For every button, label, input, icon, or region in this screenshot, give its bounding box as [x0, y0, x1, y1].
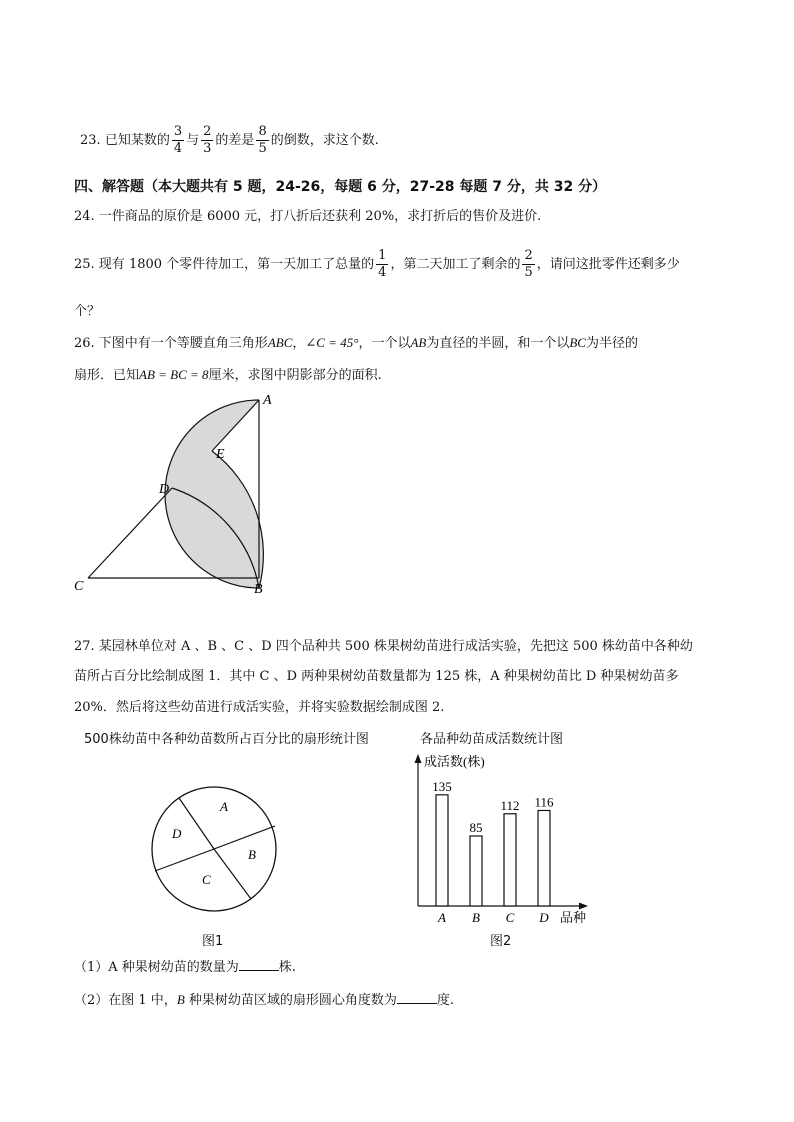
bar-c	[504, 814, 516, 906]
x-tick-c: C	[505, 910, 515, 925]
question-27-sub1: （1）A 种果树幼苗的数量为 株.	[74, 960, 296, 975]
q23-text-4: 的倒数，求这个数.	[270, 133, 379, 148]
q23-number: 23.	[80, 133, 101, 148]
pie-label-d: D	[172, 826, 182, 841]
answer-blank-2[interactable]	[397, 991, 437, 1004]
question-26: 26. 下图中有一个等腰直角三角形ABC，∠C = 45°，一个以AB为直径的半圆，和一个以BC为半径的	[74, 335, 638, 351]
fraction-2-5: $\frac{2}{5}$	[524, 248, 533, 280]
label-d: D	[159, 482, 170, 497]
q25-text-3: ，请问这批零件还剩多少	[536, 257, 680, 272]
question-24: 24. 一件商品的原价是 6000 元，打八折后还获利 20%，求打折后的售价及进价.	[74, 209, 542, 224]
section-4-heading: 四、解答题（本大题共有 5 题，24-26，每题 6 分，27-28 每题 7 分，共 32 分）	[74, 179, 607, 195]
x-axis-label: 品种	[560, 910, 587, 925]
geometry-figure	[60, 388, 290, 598]
question-27-line2: 苗所占百分比绘制成图 1．其中 C 、D 两种果树幼苗数量都为 125 株，A 种果树幼苗比 D 种果树幼苗多	[74, 669, 679, 684]
question-25-line2: 个？	[74, 304, 101, 319]
question-25	[74, 248, 680, 281]
label-b: B	[254, 582, 263, 597]
q23-text-2: 与	[186, 133, 200, 148]
bar-chart	[398, 748, 598, 928]
bar-value-a: 135	[432, 778, 452, 794]
bar-a	[436, 795, 448, 906]
pie-title: 500株幼苗中各种幼苗数所占百分比的扇形统计图	[84, 732, 369, 747]
q23-text-3: 的差是	[215, 133, 255, 148]
x-tick-b: B	[472, 910, 480, 925]
question-27-line1: 27. 某园林单位对 A 、B 、C 、D 四个品种共 500 株果树幼苗进行成活实验，先把这 500 株幼苗中各种幼	[74, 639, 693, 654]
pie-label-a: A	[220, 799, 228, 814]
bar-d	[538, 810, 550, 906]
fraction-2-3: $\frac{2}{3}$	[203, 124, 212, 156]
label-c: C	[74, 579, 84, 594]
x-axis-arrow	[579, 903, 588, 910]
q23-text-1: 已知某数的	[104, 133, 170, 148]
question-23	[80, 124, 379, 157]
bar-value-d: 116	[534, 794, 554, 810]
bar-value-b: 85	[469, 820, 483, 835]
pie-label-c: C	[202, 872, 211, 887]
fraction-3-4: $\frac{3}{4}$	[173, 124, 183, 156]
q25-text-2: ，第二天加工了剩余的	[390, 257, 521, 272]
segment-cd	[88, 488, 172, 578]
label-a: A	[263, 393, 272, 408]
label-e: E	[216, 447, 225, 462]
answer-blank-1[interactable]	[239, 958, 279, 971]
bar-caption: 图2	[490, 934, 512, 949]
question-26-line2: 扇形．已知AB = BC = 8厘米，求图中阴影部分的面积.	[74, 367, 382, 383]
bar-b	[470, 836, 482, 906]
question-27-line3: 20%．然后将这些幼苗进行成活实验，并将实验数据绘制成图 2.	[74, 700, 445, 715]
x-tick-a: A	[438, 910, 446, 925]
pie-caption: 图1	[202, 934, 224, 949]
bar-title: 各品种幼苗成活数统计图	[420, 732, 564, 747]
pie-chart	[148, 783, 280, 915]
y-axis-label: 成活数(株)	[424, 754, 485, 769]
pie-label-b: B	[248, 847, 256, 862]
fraction-1-4: $\frac{1}{4}$	[378, 248, 387, 280]
q25-text-1: 25. 现有 1800 个零件待加工，第一天加工了总量的	[74, 257, 375, 272]
question-27-sub2: （2）在图 1 中，B 种果树幼苗区域的扇形圆心角度数为 度.	[74, 992, 455, 1008]
bar-value-c: 112	[500, 797, 520, 813]
x-tick-d: D	[539, 910, 549, 925]
fraction-8-5: $\frac{8}{5}$	[258, 124, 267, 156]
y-axis-arrow	[415, 754, 422, 763]
